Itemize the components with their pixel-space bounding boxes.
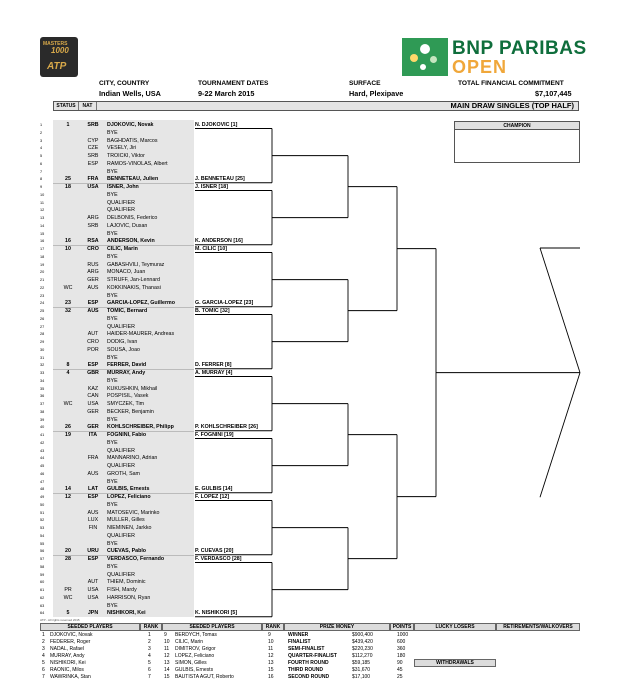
player-name: GARCIA-LOPEZ, Guillermo xyxy=(107,300,175,307)
seed-status: 20 xyxy=(65,548,71,555)
draw-title: MAIN DRAW SINGLES (TOP HALF) xyxy=(450,101,574,110)
draw-position: 14 xyxy=(40,223,45,228)
draw-position: 46 xyxy=(40,471,45,476)
draw-position: 16 xyxy=(40,239,45,244)
champion-label: CHAMPION xyxy=(455,122,579,130)
player-name: BYE xyxy=(107,354,118,361)
seeded-player-name: GULBIS, Ernests xyxy=(175,667,214,673)
withdrawals-header: WITHDRAWALS xyxy=(414,659,496,667)
seeded-player-rank: 3 xyxy=(148,646,151,652)
round2-winner: P. KOHLSCHREIBER [26] xyxy=(195,423,258,430)
nationality: CRO xyxy=(87,339,99,345)
nationality: ARG xyxy=(87,215,99,221)
draw-position: 45 xyxy=(40,464,45,468)
nat-column-header: NAT xyxy=(79,102,97,110)
player-name: VERDASCO, Fernando xyxy=(107,556,165,562)
seeded-player-name: NISHIKORI, Kei xyxy=(50,660,86,666)
round2-winner: B. TOMIC [32] xyxy=(195,307,230,314)
prize-round: THIRD ROUND xyxy=(288,667,323,673)
player-name: CUEVAS, Pablo xyxy=(107,548,147,555)
draw-position: 5 xyxy=(40,154,43,158)
draw-position: 31 xyxy=(40,355,45,360)
player-name: FISH, Mardy xyxy=(107,587,137,593)
player-name: BYE xyxy=(107,129,118,136)
draw-position: 64 xyxy=(40,611,45,616)
nationality: USA xyxy=(87,401,99,407)
seed-status: 28 xyxy=(65,556,71,562)
draw-position: 10 xyxy=(40,192,45,197)
commitment-label: TOTAL FINANCIAL COMMITMENT xyxy=(458,80,564,87)
draw-position: 2 xyxy=(40,130,43,135)
prize-amount: $17,100 xyxy=(352,674,371,680)
draw-position: 29 xyxy=(40,340,45,344)
seed-status: 1 xyxy=(66,122,70,128)
player-name: GABASHVILI, Teymuraz xyxy=(107,261,165,268)
nationality: RUS xyxy=(87,261,99,268)
player-name: MATOSEVIC, Marinko xyxy=(107,509,160,516)
rank-header-right: RANK xyxy=(262,623,284,631)
seed-status: WC xyxy=(63,401,73,407)
seed-number: 13 xyxy=(164,660,170,666)
points-header: POINTS xyxy=(390,623,414,631)
draw-position: 23 xyxy=(40,293,45,298)
nationality: AUS xyxy=(87,284,99,291)
seed-status: 8 xyxy=(66,362,70,369)
nationality: CZE xyxy=(87,145,99,152)
draw-position: 27 xyxy=(40,324,45,329)
player-name: POSPISIL, Vasek xyxy=(107,393,149,400)
player-name: BYE xyxy=(107,540,118,547)
prize-amount: $900,400 xyxy=(352,632,373,638)
seeded-player-rank: 5 xyxy=(148,660,151,666)
draw-position: 62 xyxy=(40,595,45,600)
ranking-points: 360 xyxy=(397,646,406,652)
seeded-players-header-right: SEEDED PLAYERS xyxy=(162,623,262,631)
draw-position: 22 xyxy=(40,285,45,290)
seeded-player-name: WAWRINKA, Stan xyxy=(50,674,91,680)
prize-round: QUARTER-FINALIST xyxy=(288,653,337,659)
draw-position: 25 xyxy=(40,309,45,313)
status-column-header: STATUS xyxy=(54,102,79,110)
round2-winner: K. ANDERSON [16] xyxy=(195,237,243,244)
seeded-player-name: RAONIC, Milos xyxy=(50,667,84,673)
seeded-player-name: CILIC, Marin xyxy=(175,639,204,645)
player-name: BYE xyxy=(107,253,118,260)
round2-winner: G. GARCIA-LOPEZ [23] xyxy=(195,299,254,306)
seeded-player-name: MURRAY, Andy xyxy=(50,653,85,659)
draw-position: 59 xyxy=(40,572,45,577)
draw-position: 40 xyxy=(40,425,45,430)
player-name: HARRISON, Ryan xyxy=(107,594,151,601)
round2-winner: F. LOPEZ [12] xyxy=(195,493,230,500)
prize-round: FINALIST xyxy=(288,639,311,645)
seed-number: 14 xyxy=(164,667,170,673)
player-name: LAJOVIC, Dusan xyxy=(107,222,148,229)
bracket-line xyxy=(540,248,580,373)
draw-position: 17 xyxy=(40,247,45,251)
draw-position: 11 xyxy=(40,200,44,205)
player-name: TOMIC, Bernard xyxy=(107,308,148,314)
player-name: BYE xyxy=(107,439,118,446)
seeded-player-rank: 9 xyxy=(268,632,271,638)
seed-number: 1 xyxy=(42,632,45,638)
player-name: THIEM, Dominic xyxy=(107,579,146,586)
nationality: LUX xyxy=(87,517,99,524)
draw-position: 38 xyxy=(40,409,45,414)
player-name: BYE xyxy=(107,377,118,384)
seeded-player-name: DIMITROV, Grigor xyxy=(175,646,216,652)
bracket-line xyxy=(540,373,580,498)
prize-amount: $31,670 xyxy=(352,667,371,673)
surface-label: SURFACE xyxy=(349,80,381,87)
round2-winner: F. VERDASCO [28] xyxy=(195,555,242,562)
draw-position: 33 xyxy=(40,371,45,375)
footnote: ATP - All rights reserved 2015 xyxy=(40,618,80,622)
seeded-players-header-left: SEEDED PLAYERS xyxy=(40,623,140,631)
seed-status: 16 xyxy=(65,238,71,245)
player-name: STRUFF, Jan-Lennard xyxy=(107,277,160,283)
player-name: CILIC, Marin xyxy=(107,246,138,252)
player-name: MANNARINO, Adrian xyxy=(107,455,158,462)
round2-winner: E. GULBIS [14] xyxy=(195,485,233,492)
draw-position: 1 xyxy=(40,123,43,127)
player-name: QUALIFIER xyxy=(107,323,135,330)
seed-status: 25 xyxy=(65,176,71,183)
seed-status: 26 xyxy=(65,424,71,431)
seeded-player-rank: 15 xyxy=(268,667,274,673)
round2-winner: J. BENNETEAU [25] xyxy=(195,175,245,182)
player-name: BYE xyxy=(107,416,118,423)
player-name: GROTH, Sam xyxy=(107,470,140,477)
draw-position: 3 xyxy=(40,138,43,143)
seed-number: 7 xyxy=(42,674,45,680)
prize-round: SECOND ROUND xyxy=(288,674,330,680)
draw-position: 43 xyxy=(40,448,45,453)
seeded-player-rank: 7 xyxy=(148,674,151,680)
round2-winner: J. ISNER [18] xyxy=(195,183,228,190)
nationality: AUT xyxy=(87,331,99,338)
nationality: AUS xyxy=(87,308,99,314)
nationality: ARG xyxy=(87,269,99,276)
retirements-header: RETIREMENTS/WALKOVERS xyxy=(496,623,580,631)
draw-position: 6 xyxy=(40,161,43,166)
draw-position: 48 xyxy=(40,487,45,492)
draw-position: 47 xyxy=(40,479,45,484)
nationality: FRA xyxy=(87,176,99,183)
city-value: Indian Wells, USA xyxy=(99,89,161,98)
seed-number: 9 xyxy=(164,632,167,638)
sponsor-name: BNP PARIBAS xyxy=(452,38,587,59)
player-name: ISNER, John xyxy=(107,184,139,190)
prize-amount: $59,185 xyxy=(352,660,371,666)
commitment-value: $7,107,445 xyxy=(535,89,572,98)
seeded-player-rank: 1 xyxy=(148,632,151,638)
player-name: DELBONIS, Federico xyxy=(107,215,158,221)
draw-position: 37 xyxy=(40,402,45,406)
draw-position: 19 xyxy=(40,262,45,267)
player-name: MULLER, Gilles xyxy=(107,517,145,524)
seed-status: PR xyxy=(64,587,72,593)
nationality: GBR xyxy=(87,370,99,376)
draw-position: 57 xyxy=(40,557,45,561)
ranking-points: 90 xyxy=(397,660,403,666)
nationality: FRA xyxy=(87,455,99,462)
draw-position: 53 xyxy=(40,526,45,530)
player-name: BYE xyxy=(107,315,118,322)
seeded-player-rank: 11 xyxy=(268,646,274,652)
champion-box xyxy=(454,121,580,163)
draw-position: 51 xyxy=(40,510,45,515)
player-name: BYE xyxy=(107,563,118,570)
seeded-player-rank: 12 xyxy=(268,653,274,659)
player-name: FOGNINI, Fabio xyxy=(107,432,147,438)
dates-label: TOURNAMENT DATES xyxy=(198,80,269,87)
seeded-player-name: NADAL, Rafael xyxy=(50,646,84,652)
player-name: QUALIFIER xyxy=(107,207,135,214)
seed-number: 4 xyxy=(42,653,45,659)
nationality: USA xyxy=(87,594,99,601)
player-name: QUALIFIER xyxy=(107,463,135,469)
nationality: LAT xyxy=(88,486,98,493)
nationality: GER xyxy=(87,424,99,431)
draw-position: 55 xyxy=(40,541,45,546)
nationality: ESP xyxy=(87,362,99,369)
summary-table xyxy=(40,623,580,683)
round2-winner: D. FERRER [8] xyxy=(195,361,232,368)
nationality: KAZ xyxy=(87,385,99,392)
seed-number: 2 xyxy=(42,639,45,645)
nationality: CRO xyxy=(87,246,99,252)
ranking-points: 180 xyxy=(397,653,406,659)
player-name: BECKER, Benjamin xyxy=(107,408,154,415)
nationality: FIN xyxy=(88,525,98,531)
player-name: DJOKOVIC, Novak xyxy=(107,122,154,128)
round2-winner: A. MURRAY [4] xyxy=(195,369,233,376)
draw-position: 58 xyxy=(40,564,45,569)
prize-money-header: PRIZE MONEY xyxy=(284,623,390,631)
player-name: NISHIKORI, Kei xyxy=(107,610,146,617)
draw-position: 49 xyxy=(40,495,45,499)
prize-amount: $220,230 xyxy=(352,646,373,652)
seeded-player-name: SIMON, Gilles xyxy=(175,660,207,666)
player-name: ANDERSON, Kevin xyxy=(107,238,155,245)
draw-position: 56 xyxy=(40,549,45,554)
nationality: ESP xyxy=(87,494,99,500)
prize-round: SEMI-FINALIST xyxy=(288,646,325,652)
round2-winner: N. DJOKOVIC [1] xyxy=(195,121,238,128)
draw-position: 60 xyxy=(40,580,45,585)
draw-position: 15 xyxy=(40,231,45,236)
event-name: OPEN xyxy=(452,57,508,77)
seed-number: 12 xyxy=(164,653,170,659)
seed-number: 6 xyxy=(42,667,45,673)
player-name: GULBIS, Ernests xyxy=(107,486,150,493)
round2-winner: K. NISHIKORI [5] xyxy=(195,609,238,616)
city-label: CITY, COUNTRY xyxy=(99,80,150,87)
seed-number: 15 xyxy=(164,674,170,680)
seed-number: 3 xyxy=(42,646,45,652)
seed-status: 10 xyxy=(65,246,71,252)
seeded-player-rank: 4 xyxy=(148,653,151,659)
player-name: QUALIFIER xyxy=(107,447,135,454)
nationality: ITA xyxy=(88,432,98,438)
player-name: KOHLSCHREIBER, Philipp xyxy=(107,424,174,431)
nationality: URU xyxy=(87,548,99,555)
draw-position: 28 xyxy=(40,332,45,337)
atp-masters-logo: MASTERS 1000 ATP xyxy=(40,37,78,77)
draw-position: 13 xyxy=(40,216,45,220)
seeded-player-name: FEDERER, Roger xyxy=(50,639,91,645)
dates-value: 9-22 March 2015 xyxy=(198,89,255,98)
ranking-points: 25 xyxy=(397,674,403,680)
ranking-points: 600 xyxy=(397,639,406,645)
draw-position: 36 xyxy=(40,394,45,399)
draw-position: 35 xyxy=(40,386,45,391)
draw-position: 63 xyxy=(40,603,45,608)
draw-position: 32 xyxy=(40,363,45,368)
nationality: CYP xyxy=(87,137,99,144)
rank-header-left: RANK xyxy=(140,623,162,631)
lucky-losers-header: LUCKY LOSERS xyxy=(414,623,496,631)
draw-position: 41 xyxy=(40,433,45,437)
seeded-player-name: BAUTISTA AGUT, Roberto xyxy=(175,674,234,680)
player-name: TROICKI, Viktor xyxy=(107,153,145,159)
player-name: BYE xyxy=(107,292,118,299)
player-name: QUALIFIER xyxy=(107,532,135,539)
seed-status: WC xyxy=(63,284,73,291)
player-name: MURRAY, Andy xyxy=(107,370,146,376)
nationality: AUS xyxy=(87,509,99,516)
draw-position: 54 xyxy=(40,533,45,538)
draw-position: 34 xyxy=(40,378,45,383)
nationality: USA xyxy=(87,184,99,190)
player-name: QUALIFIER xyxy=(107,571,135,578)
seeded-player-rank: 10 xyxy=(268,639,274,645)
seeded-player-rank: 6 xyxy=(148,667,151,673)
draw-position: 9 xyxy=(40,185,43,189)
seed-status: 5 xyxy=(66,610,70,617)
nationality: GER xyxy=(87,277,99,283)
ranking-points: 1000 xyxy=(397,632,409,638)
player-name: BYE xyxy=(107,230,118,237)
nationality: SRB xyxy=(87,153,99,159)
seeded-player-name: BERDYCH, Tomas xyxy=(175,632,217,638)
draw-position: 44 xyxy=(40,456,45,461)
prize-round: WINNER xyxy=(288,632,309,638)
nationality: ESP xyxy=(87,300,99,307)
seeded-player-rank: 2 xyxy=(148,639,151,645)
nationality: ESP xyxy=(87,556,99,562)
seed-number: 10 xyxy=(164,639,170,645)
player-name: BYE xyxy=(107,191,118,198)
player-name: BAGHDATIS, Marcos xyxy=(107,137,158,144)
nationality: RSA xyxy=(87,238,99,245)
nationality: SRB xyxy=(87,122,99,128)
seed-status: WC xyxy=(63,594,73,601)
nationality: SRB xyxy=(87,222,99,229)
draw-position: 12 xyxy=(40,208,45,213)
player-name: MONACO, Juan xyxy=(107,269,146,276)
nationality: AUT xyxy=(87,579,99,586)
nationality: JPN xyxy=(87,610,99,617)
prize-amount: $439,420 xyxy=(352,639,373,645)
seeded-player-rank: 13 xyxy=(268,660,274,666)
nationality: USA xyxy=(87,587,99,593)
seed-number: 11 xyxy=(164,646,170,652)
draw-position: 30 xyxy=(40,347,45,352)
nationality: AUS xyxy=(87,470,99,477)
player-name: BYE xyxy=(107,501,118,508)
ranking-points: 45 xyxy=(397,667,403,673)
nationality: POR xyxy=(87,346,99,353)
draw-position: 61 xyxy=(40,588,45,592)
draw-position: 39 xyxy=(40,417,45,422)
player-name: LOPEZ, Feliciano xyxy=(107,494,151,500)
player-name: BYE xyxy=(107,168,118,175)
seed-status: 14 xyxy=(65,486,71,493)
seed-status: 18 xyxy=(65,184,71,190)
nationality: CAN xyxy=(87,393,99,400)
player-name: QUALIFIER xyxy=(107,199,135,206)
player-name: BYE xyxy=(107,602,118,609)
seed-status: 19 xyxy=(65,432,71,438)
draw-position: 18 xyxy=(40,254,45,259)
nationality: ESP xyxy=(87,160,99,167)
draw-position: 24 xyxy=(40,301,45,306)
player-name: RAMOS-VINOLAS, Albert xyxy=(107,160,168,167)
draw-position: 52 xyxy=(40,518,45,523)
draw-position: 8 xyxy=(40,177,43,182)
player-name: BENNETEAU, Julien xyxy=(107,176,159,183)
draw-position: 26 xyxy=(40,316,45,321)
prize-round: FOURTH ROUND xyxy=(288,660,329,666)
draw-position: 4 xyxy=(40,146,43,151)
player-name: HAIDER-MAURER, Andreas xyxy=(107,331,175,338)
round2-winner: M. CILIC [10] xyxy=(195,245,228,252)
seed-status: 32 xyxy=(65,308,71,314)
seeded-player-name: LOPEZ, Feliciano xyxy=(175,653,215,659)
surface-value: Hard, Plexipave xyxy=(349,89,404,98)
player-name: SOUSA, Joao xyxy=(107,346,140,353)
nationality: GER xyxy=(87,408,99,415)
seed-status: 12 xyxy=(65,494,71,500)
draw-position: 7 xyxy=(40,169,43,174)
player-name: FERRER, David xyxy=(107,362,147,369)
draw-position: 21 xyxy=(40,278,45,282)
seed-number: 5 xyxy=(42,660,45,666)
prize-amount: $112,270 xyxy=(352,653,373,659)
player-name: KUKUSHKIN, Mikhail xyxy=(107,385,158,392)
player-name: KOKKINAKIS, Thanasi xyxy=(107,284,161,291)
round2-winner: P. CUEVAS [20] xyxy=(195,547,234,554)
seed-status: 4 xyxy=(66,370,70,376)
player-name: SMYCZEK, Tim xyxy=(107,401,145,407)
draw-position: 50 xyxy=(40,502,45,507)
round2-winner: F. FOGNINI [19] xyxy=(195,431,234,438)
player-name: NIEMINEN, Jarkko xyxy=(107,525,152,531)
draw-position: 42 xyxy=(40,440,45,445)
draw-position: 20 xyxy=(40,270,45,275)
player-name: VESELY, Jiri xyxy=(107,145,137,152)
player-name: DODIG, Ivan xyxy=(107,339,138,345)
seed-status: 23 xyxy=(65,300,71,307)
seeded-player-rank: 16 xyxy=(268,674,274,680)
seeded-player-name: DJOKOVIC, Novak xyxy=(50,632,93,638)
player-name: BYE xyxy=(107,478,118,485)
